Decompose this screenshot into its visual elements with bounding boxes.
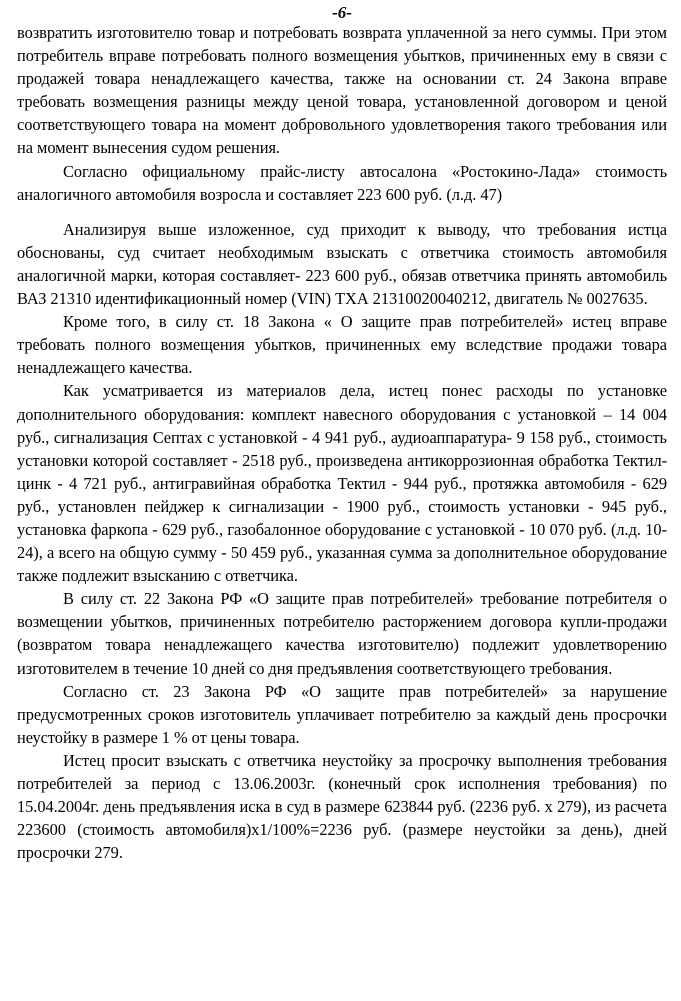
paragraph-price-list: Согласно официальному прайс-листу автосалона «Ростокино-Лада» стоимость аналогичного автомобиля возросла и составляет 223 600 руб. (л.д. 47): [17, 161, 667, 204]
paragraph-damages-right: Кроме того, в силу ст. 18 Закона « О защите прав потребителей» истец вправе требовать полного возмещения убытков, причиненных ему вследствие продажи товара ненадлежащего качества.: [17, 312, 667, 378]
paragraph-article-22: В силу ст. 22 Закона РФ «О защите прав потребителей» требование потребителя о возмещении убытков, причиненных потребителю расторжением договора купли-продажи (возвратом товара ненадлежащего качества изготовителю) подлежит удовлетворению изготовителем в течение 10 дней со дня предъявления соответствующего требования.: [17, 589, 667, 678]
page-number: -6-: [332, 3, 352, 22]
paragraph-equipment-expenses: Как усматривается из материалов дела, истец понес расходы по установке дополнительного оборудования: комплект навесного оборудования с установкой – 14 004 руб., сигнализация Септах с установкой - 4 941 руб., аудиоаппаратура- 9 158 руб., стоимость установки которой составляет - 2518 руб., произведена антикоррозионная обработка Тектил-цинк - 4 721 руб., антигравийная обработка Тектил - 944 руб., протяжка автомобиля - 629 руб., установлен пейджер к сигнализации - 1900 руб., стоимость установки - 945 руб., установка фаркопа - 629 руб., газобалонное оборудование с установкой - 10 070 руб. (л.д. 10-24), а всего на общую сумму - 50 459 руб., указанная сумма за дополнительное оборудование также подлежит взысканию с ответчика.: [17, 381, 667, 586]
paragraph-article-23: Согласно ст. 23 Закона РФ «О защите прав потребителей» за нарушение предусмотренных сроков изготовитель уплачивает потребителю за каждый день просрочки неустойку в размере 1 % от цены товара.: [17, 681, 667, 747]
paragraph-penalty-claim: Истец просит взыскать с ответчика неустойку за просрочку выполнения требования потребителей за период с 13.06.2003г. (конечный срок исполнения требования) по 15.04.2004г. день предъявления иска в суд в размере 623844 руб. (2236 руб. х 279), из расчета 223600 (стоимость автомобиля)х1/100%=2236 руб. (размере неустойки за день), дней просрочки 279.: [17, 750, 667, 863]
paragraph-refund-rights: возвратить изготовителю товар и потребовать возврата уплаченной за него суммы. При этом потребитель вправе потребовать полного возмещения убытков, причиненных ему в связи с продажей товара ненадлежащего качества, также на основании ст. 24 Закона вправе требовать возмещения разницы между ценой товара, установленной договором и ценой соответствующего товара на момент добровольного удовлетворения такого требования или на момент вынесения судом решения.: [17, 23, 667, 158]
paragraph-court-conclusion: Анализируя выше изложенное, суд приходит к выводу, что требования истца обоснованы, суд считает необходимым взыскать с ответчика стоимость автомобиля аналогичной марки, которая составляет- 223 600 руб., обязав ответчика принять автомобиль ВАЗ 21310 идентификационный номер (VIN) ТХА 21310020040212, двигатель № 0027635.: [17, 219, 667, 309]
